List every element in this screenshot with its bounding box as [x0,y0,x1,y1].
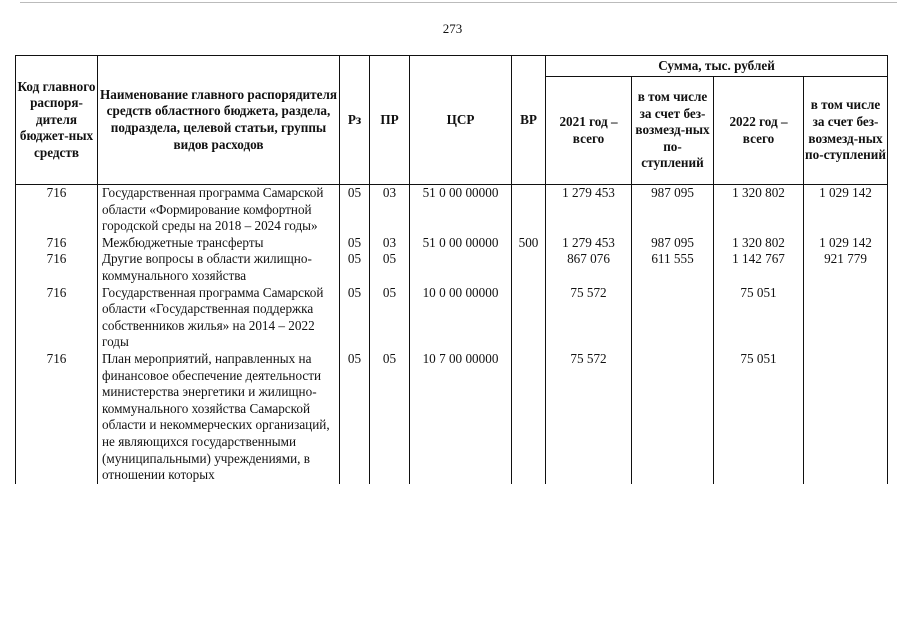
table-row [16,235,888,252]
budget-table [15,55,888,484]
table-row [16,285,888,351]
cell-2021-total: 1 279 453 [546,185,632,235]
cell-vr [512,251,546,284]
cell-vr: 500 [512,235,546,252]
cell-csr: 51 0 00 00000 [410,185,512,235]
header-pr: ПР [370,56,410,185]
cell-code: 716 [16,285,98,351]
cell-2022-total: 1 320 802 [714,185,804,235]
cell-csr [410,251,512,284]
cell-code: 716 [16,351,98,484]
cell-2022-free: 1 029 142 [804,185,888,235]
cell-2021-total: 867 076 [546,251,632,284]
cell-name: Другие вопросы в области жилищно-коммунального хозяйства [98,251,340,284]
cell-2021-total: 75 572 [546,351,632,484]
header-sum: Сумма, тыс. рублей [546,56,888,77]
table-row [16,251,888,284]
cell-name: Межбюджетные трансферты [98,235,340,252]
cell-2022-free: 921 779 [804,251,888,284]
cell-code: 716 [16,251,98,284]
cell-name: Государственная программа Самарской области «Формирование комфортной городской среды на 2018 – 2024 годы» [98,185,340,235]
cell-2021-total: 75 572 [546,285,632,351]
table-row [16,185,888,235]
cell-2021-total: 1 279 453 [546,235,632,252]
cell-code: 716 [16,235,98,252]
cell-pr: 03 [370,185,410,235]
cell-vr [512,285,546,351]
cell-vr [512,185,546,235]
cell-rz: 05 [340,235,370,252]
header-2021-total: 2021 год – всего [546,77,632,185]
cell-2022-free: 1 029 142 [804,235,888,252]
cell-name: План мероприятий, направленных на финансовое обеспечение деятельности министерства энергетики и жилищно-коммунального хозяйства Самарской области и некоммерческих организаций, не являющихся государственными (муниципальными) учреждениями, в отношении которых [98,351,340,484]
header-2022-free: в том числе за счет без-возмезд-ных по-ступлений [804,77,888,185]
header-code: Код главного распоря-дителя бюджет-ных средств [16,56,98,185]
cell-2021-free: 611 555 [632,251,714,284]
cell-2022-total: 75 051 [714,285,804,351]
cell-2021-free [632,285,714,351]
cell-name: Государственная программа Самарской области «Государственная поддержка собственников жилья» на 2014 – 2022 годы [98,285,340,351]
cell-2021-free: 987 095 [632,235,714,252]
cell-2022-free [804,351,888,484]
cell-csr: 51 0 00 00000 [410,235,512,252]
cell-csr: 10 0 00 00000 [410,285,512,351]
cell-pr: 03 [370,235,410,252]
cell-2022-total: 1 142 767 [714,251,804,284]
cell-2022-total: 1 320 802 [714,235,804,252]
cell-2021-free [632,351,714,484]
cell-rz: 05 [340,285,370,351]
cell-csr: 10 7 00 00000 [410,351,512,484]
header-2021-free: в том числе за счет без-возмезд-ных по-ступлений [632,77,714,185]
cell-2022-free [804,285,888,351]
cell-code: 716 [16,185,98,235]
cell-rz: 05 [340,351,370,484]
cell-rz: 05 [340,251,370,284]
cell-vr [512,351,546,484]
cell-rz: 05 [340,185,370,235]
table-row [16,351,888,484]
header-2022-total: 2022 год – всего [714,77,804,185]
header-name: Наименование главного распорядителя средств областного бюджета, раздела, подраздела, целевой статьи, группы видов расходов [98,56,340,185]
top-rule [20,2,897,3]
header-vr: ВР [512,56,546,185]
header-csr: ЦСР [410,56,512,185]
cell-2021-free: 987 095 [632,185,714,235]
cell-pr: 05 [370,351,410,484]
header-rz: Рз [340,56,370,185]
cell-pr: 05 [370,251,410,284]
cell-pr: 05 [370,285,410,351]
header-row-1 [16,56,888,77]
page-number: 273 [442,21,463,36]
cell-2022-total: 75 051 [714,351,804,484]
